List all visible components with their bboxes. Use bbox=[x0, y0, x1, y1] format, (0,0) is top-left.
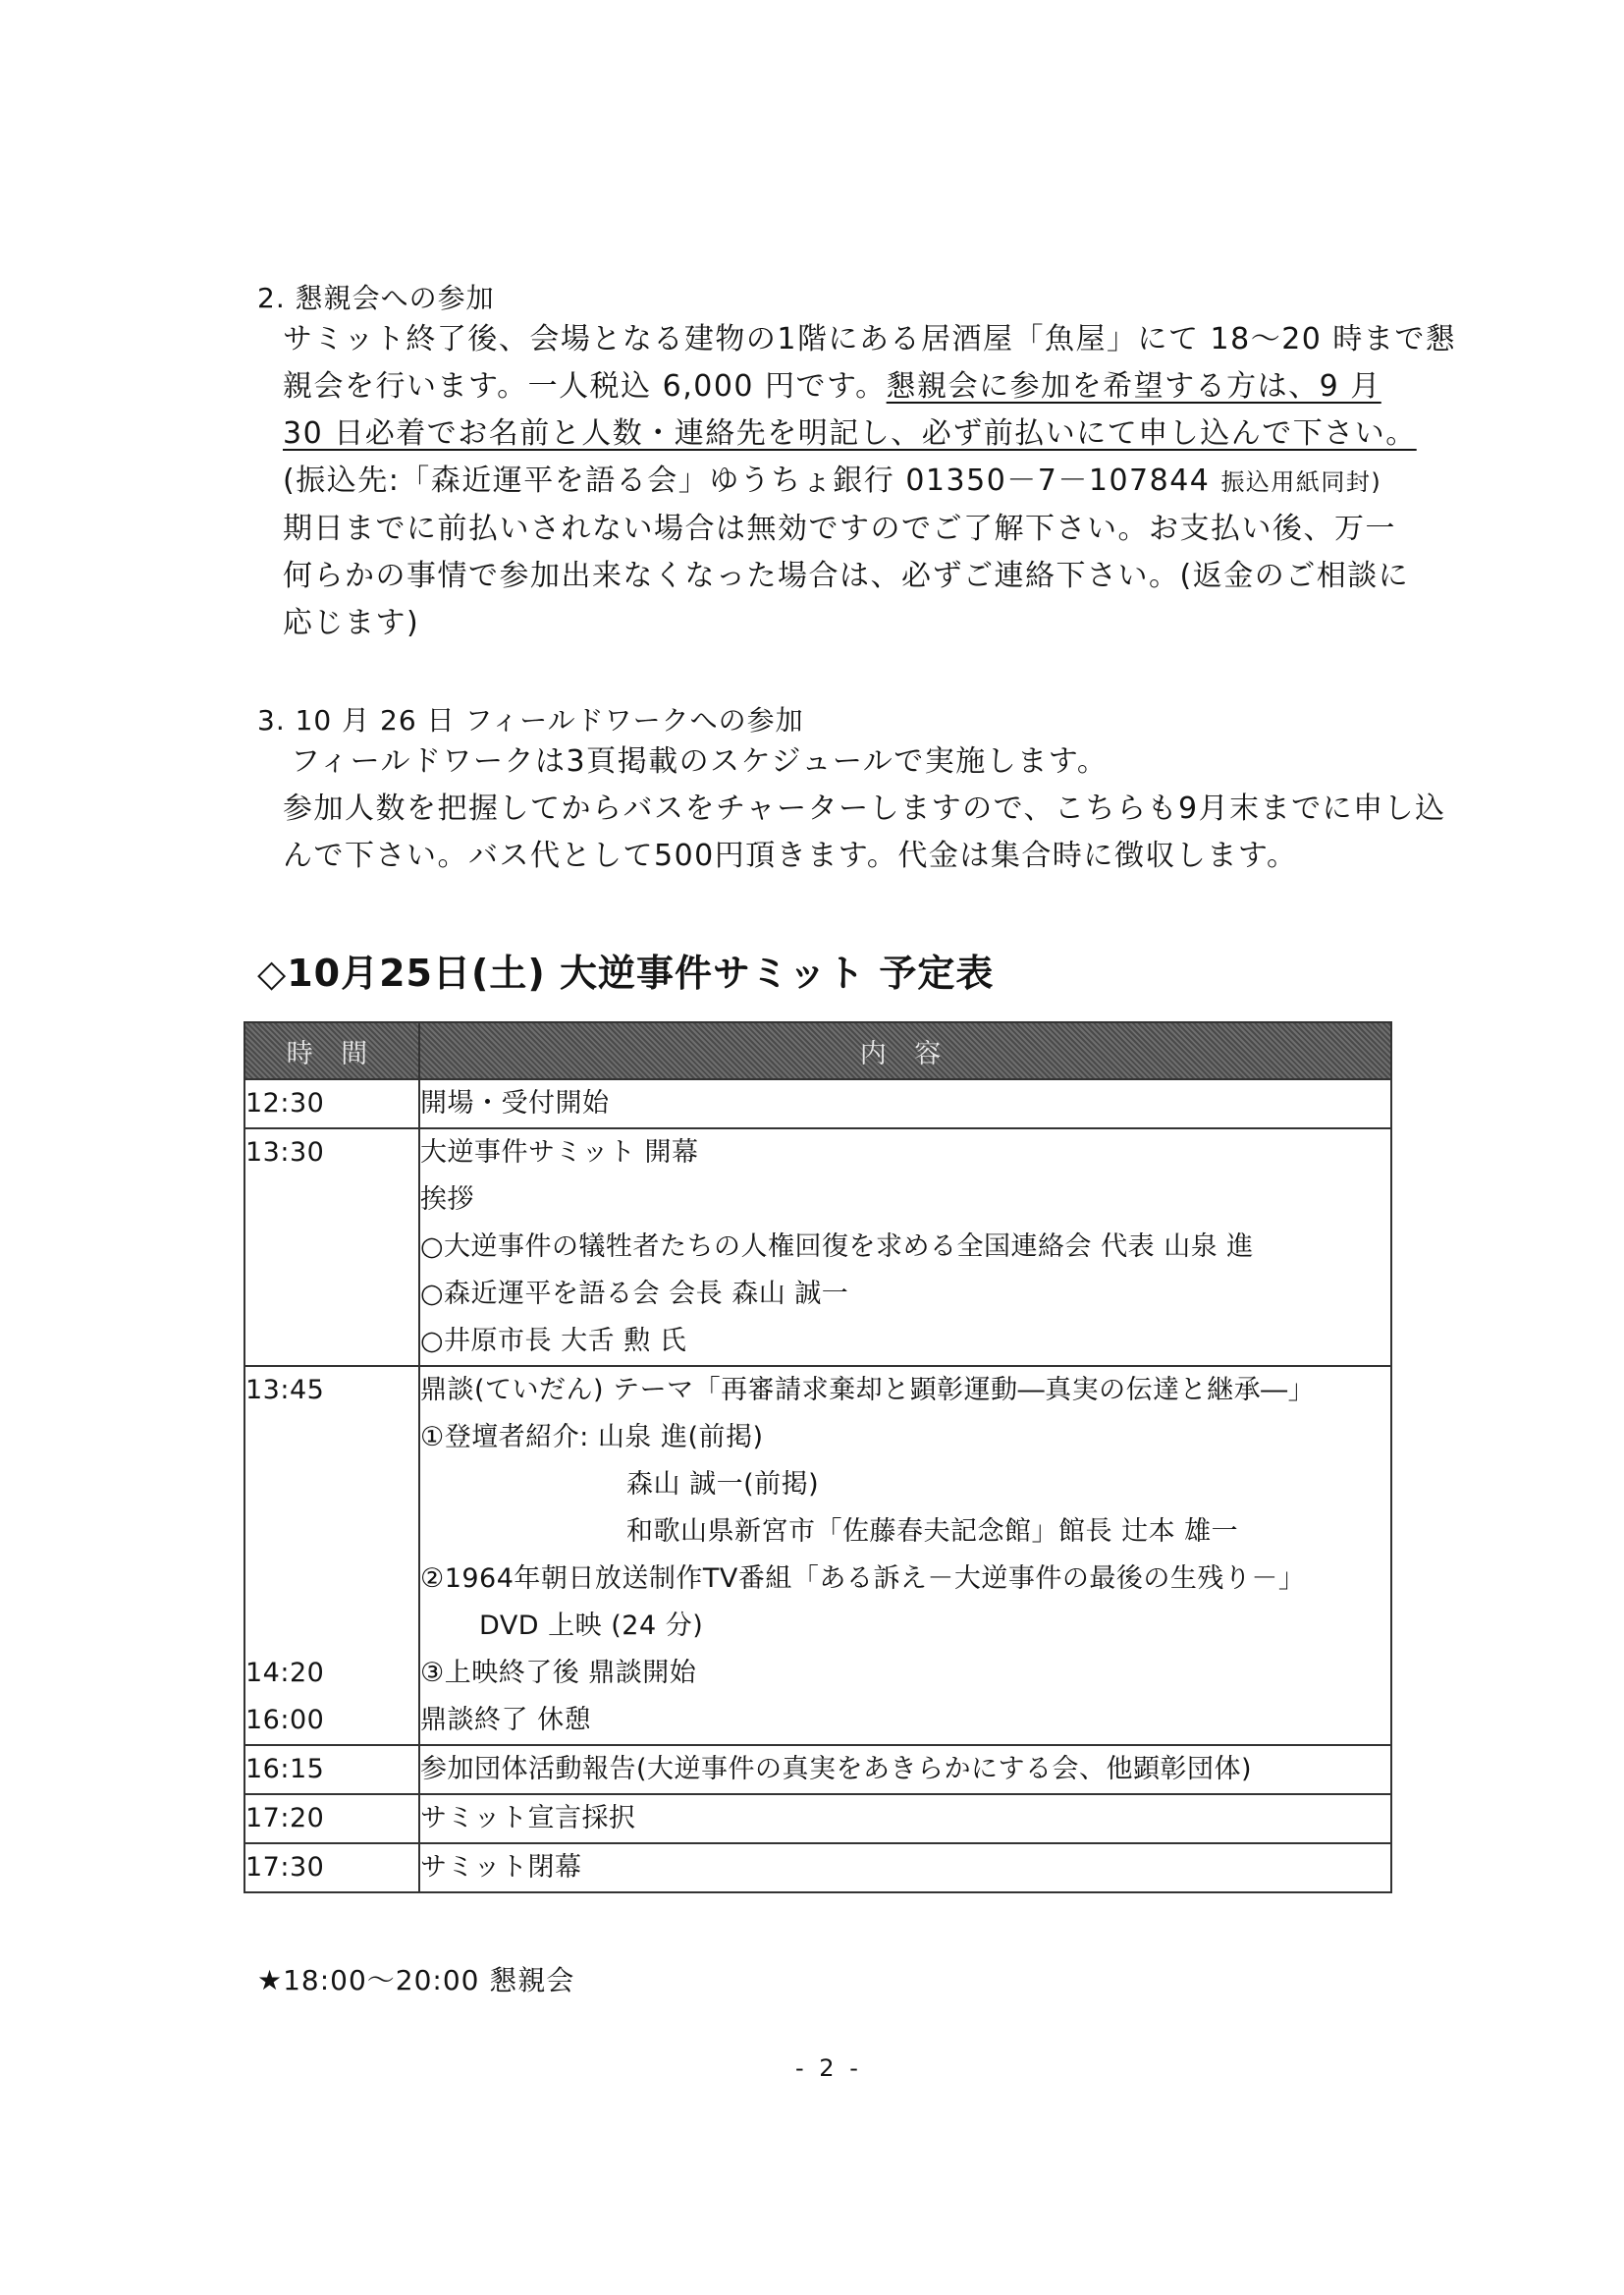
time-text: 13:30 bbox=[245, 1137, 325, 1168]
header-time: 時 間 bbox=[244, 1022, 419, 1079]
transfer-note: 振込用紙同封) bbox=[1220, 468, 1382, 496]
content-line: 挨拶 bbox=[420, 1184, 474, 1215]
time-cell bbox=[244, 1128, 419, 1366]
time-cell bbox=[244, 1745, 419, 1794]
content-cell bbox=[419, 1128, 1391, 1366]
section-2-line: 何らかの事情で参加出来なくなった場合は、必ずご連絡下さい。(返金のご相談に bbox=[283, 559, 1410, 593]
section-3-line: んで下さい。バス代として500円頂きます。代金は集合時に徴収します。 bbox=[283, 839, 1298, 873]
content-line: 森山 誠一(前掲) bbox=[626, 1469, 820, 1500]
section-2-line: サミット終了後、会場となる建物の1階にある居酒屋「魚屋」にて 18～20 時まで懇 bbox=[283, 322, 1457, 356]
section-3-heading: 3. 10 月 26 日 フィールドワークへの参加 bbox=[257, 704, 804, 737]
section-2-body bbox=[283, 316, 1456, 647]
time-spacer bbox=[245, 1414, 418, 1461]
table-row bbox=[244, 1366, 1391, 1745]
content-line: ①登壇者紹介: 山泉 進(前掲) bbox=[420, 1422, 764, 1452]
content-line: ②1964年朝日放送制作TV番組「ある訴え－大逆事件の最後の生残り－」 bbox=[420, 1563, 1306, 1594]
time-spacer bbox=[245, 1556, 418, 1603]
time-cell bbox=[244, 1794, 419, 1843]
content-line: サミット閉幕 bbox=[420, 1852, 582, 1883]
table-row bbox=[244, 1745, 1391, 1794]
time-text: 16:00 bbox=[245, 1705, 325, 1735]
section-2-line: 応じます) bbox=[283, 606, 420, 640]
content-cell bbox=[419, 1745, 1391, 1794]
schedule-title: ◇10月25日(土) 大逆事件サミット 予定表 bbox=[257, 952, 995, 995]
time-spacer bbox=[245, 1508, 418, 1556]
social-gathering-note: ★18:00～20:00 懇親会 bbox=[257, 1964, 575, 1996]
content-cell bbox=[419, 1079, 1391, 1128]
content-line: 鼎談(ていだん) テーマ「再審請求棄却と顕彰運動―真実の伝達と継承―」 bbox=[420, 1375, 1316, 1405]
content-line: 鼎談終了 休憩 bbox=[420, 1705, 592, 1735]
content-line: 大逆事件サミット 開幕 bbox=[420, 1137, 699, 1168]
table-row bbox=[244, 1079, 1391, 1128]
time-cell bbox=[244, 1843, 419, 1892]
section-2-text: 親会を行います。一人税込 6,000 円です。 bbox=[283, 369, 887, 404]
content-cell bbox=[419, 1843, 1391, 1892]
section-3-line: フィールドワークは3頁掲載のスケジュールで実施します。 bbox=[291, 744, 1109, 779]
header-content: 内 容 bbox=[419, 1022, 1391, 1079]
content-line: ○森近運平を語る会 会長 森山 誠一 bbox=[420, 1279, 849, 1309]
content-line: ○大逆事件の犠牲者たちの人権回復を求める全国連絡会 代表 山泉 進 bbox=[420, 1231, 1254, 1262]
section-2-line bbox=[283, 363, 1456, 410]
transfer-account: (振込先:「森近運平を語る会」ゆうちょ銀行 01350－7－107844 bbox=[283, 464, 1221, 498]
section-3-body bbox=[283, 738, 1446, 880]
content-cell bbox=[419, 1366, 1391, 1745]
section-2-heading: 2. 懇親会への参加 bbox=[257, 282, 495, 314]
time-text: 14:20 bbox=[245, 1658, 325, 1688]
content-line: 和歌山県新宮市「佐藤春夫記念館」館長 辻本 雄一 bbox=[626, 1516, 1239, 1547]
time-text: 12:30 bbox=[245, 1088, 325, 1119]
time-cell bbox=[244, 1079, 419, 1128]
content-line: 開場・受付開始 bbox=[420, 1088, 610, 1119]
time-spacer bbox=[245, 1603, 418, 1650]
time-text: 17:20 bbox=[245, 1803, 325, 1833]
section-2-line: 期日までに前払いされない場合は無効ですのでご了解下さい。お支払い後、万一 bbox=[283, 512, 1396, 546]
table-row bbox=[244, 1794, 1391, 1843]
time-spacer bbox=[245, 1461, 418, 1508]
transfer-info bbox=[283, 458, 1456, 506]
underlined-notice: 懇親会に参加を希望する方は、9 月 bbox=[886, 369, 1381, 404]
time-text: 13:45 bbox=[245, 1375, 325, 1405]
table-row bbox=[244, 1128, 1391, 1366]
content-line: ③上映終了後 鼎談開始 bbox=[420, 1658, 697, 1688]
content-line: サミット宣言採択 bbox=[420, 1803, 636, 1833]
underlined-notice: 30 日必着でお名前と人数・連絡先を明記し、必ず前払いにて申し込んで下さい。 bbox=[283, 416, 1417, 451]
table-row bbox=[244, 1843, 1391, 1892]
content-line: DVD 上映 (24 分) bbox=[479, 1611, 704, 1641]
schedule-table bbox=[244, 1021, 1392, 1893]
section-3-line: 参加人数を把握してからバスをチャーターしますので、こちらも9月末までに申し込 bbox=[283, 792, 1446, 826]
time-text: 17:30 bbox=[245, 1852, 325, 1883]
time-text: 16:15 bbox=[245, 1754, 325, 1784]
schedule-header-row bbox=[244, 1022, 1391, 1079]
page-number: - 2 - bbox=[795, 2054, 862, 2082]
time-cell bbox=[244, 1366, 419, 1745]
content-line: ○井原市長 大舌 勲 氏 bbox=[420, 1326, 687, 1356]
content-line: 参加団体活動報告(大逆事件の真実をあきらかにする会、他顕彰団体) bbox=[420, 1754, 1253, 1784]
content-cell bbox=[419, 1794, 1391, 1843]
